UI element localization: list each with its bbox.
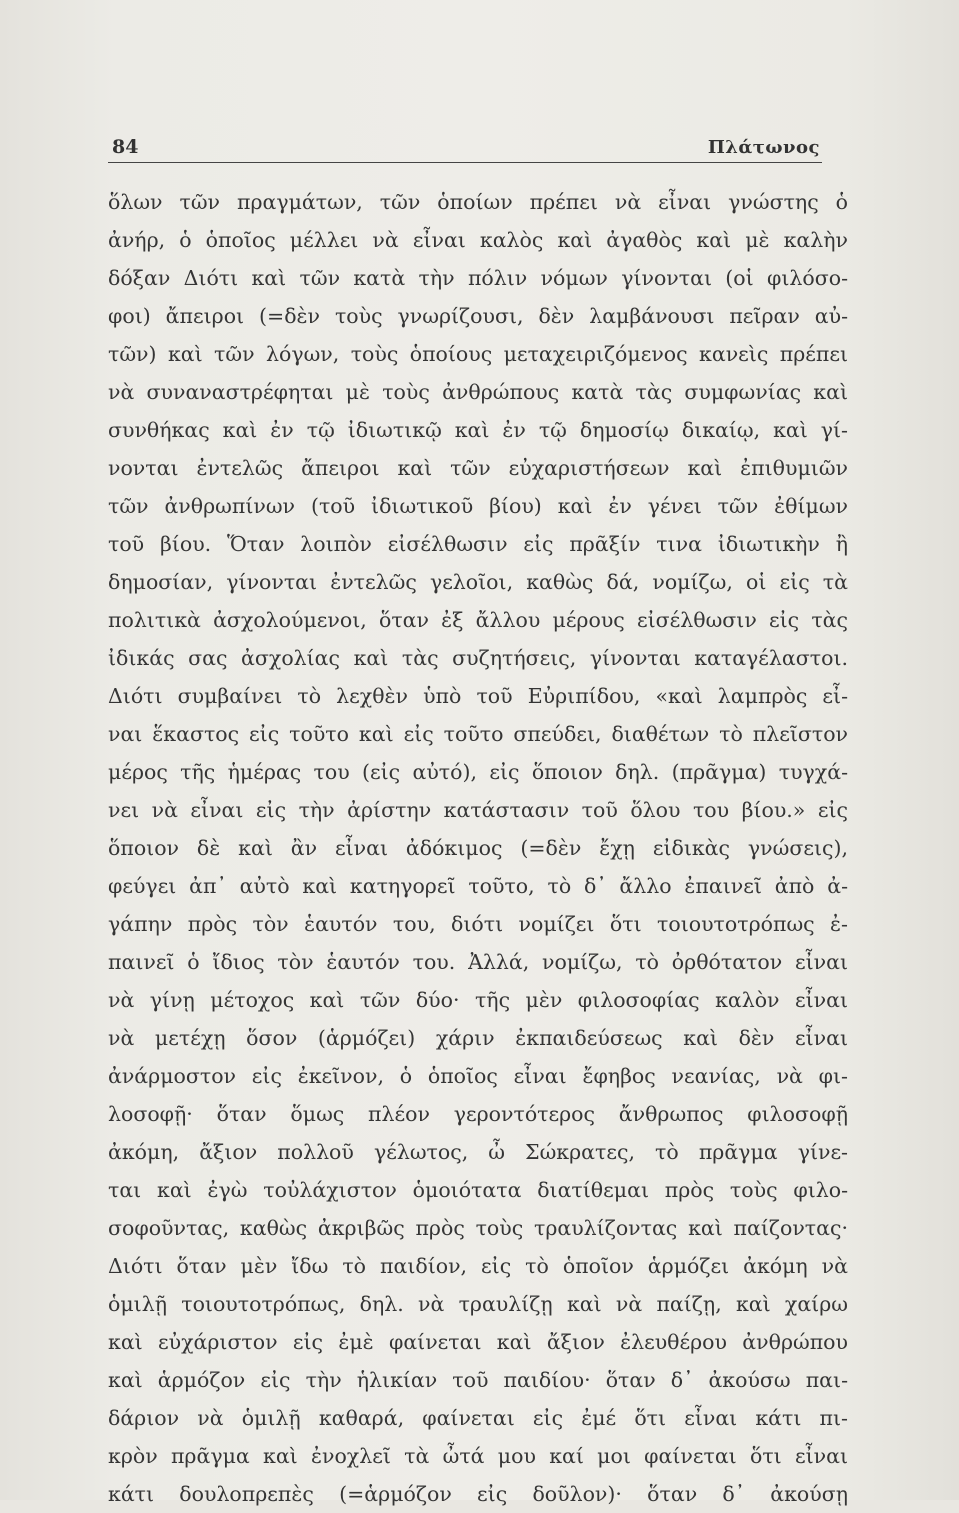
- text-line: ἀκόμη, ἄξιον πολλοῦ γέλωτος, ὦ Σώκρατες, τὸ πρᾶγμα γίνε-: [108, 1140, 848, 1164]
- text-line: ὅποιον δὲ καὶ ἂν εἶναι ἀδόκιμος (=δὲν ἔχῃ εἰδικὰς γνώσεις),: [108, 836, 848, 860]
- text-line: δάριον νὰ ὁμιλῇ καθαρά, φαίνεται εἰς ἐμέ ὅτι εἶναι κάτι πι-: [108, 1406, 848, 1430]
- text-line: ἀνήρ, ὁ ὁποῖος μέλλει νὰ εἶναι καλὸς καὶ ἀγαθὸς καὶ μὲ καλὴν: [108, 228, 848, 252]
- text-line: ἰδικάς σας ἀσχολίας καὶ τὰς συζητήσεις, γίνονται καταγέλαστοι.: [108, 646, 848, 670]
- text-line: δόξαν Διότι καὶ τῶν κατὰ τὴν πόλιν νόμων γίνονται (οἱ φιλόσο-: [108, 266, 848, 290]
- text-line: παινεῖ ὁ ἴδιος τὸν ἑαυτόν του. Ἀλλά, νομίζω, τὸ ὀρθότατον εἶναι: [108, 950, 848, 974]
- text-line: καὶ εὐχάριστον εἰς ἐμὲ φαίνεται καὶ ἄξιον ἐλευθέρου ἀνθρώπου: [108, 1330, 848, 1354]
- text-line: σοφοῦντας, καθὼς ἀκριβῶς πρὸς τοὺς τραυλίζοντας καὶ παίζοντας·: [108, 1216, 848, 1240]
- text-line: ται καὶ ἐγὼ τοὐλάχιστον ὁμοιότατα διατίθεμαι πρὸς τοὺς φιλο-: [108, 1178, 848, 1202]
- text-line: νονται ἐντελῶς ἄπειροι καὶ τῶν εὐχαριστήσεων καὶ ἐπιθυμιῶν: [108, 456, 848, 480]
- text-line: κάτι δουλοπρεπὲς (=ἁρμόζον εἰς δοῦλον)· ὅταν δ᾽ ἀκούσῃ: [108, 1482, 848, 1506]
- text-line: φεύγει ἀπ᾽ αὐτὸ καὶ κατηγορεῖ τοῦτο, τὸ δ᾽ ἄλλο ἐπαινεῖ ἀπὸ ἀ-: [108, 874, 848, 898]
- text-line: ἀνάρμοστον εἰς ἐκεῖνον, ὁ ὁποῖος εἶναι ἔφηβος νεανίας, νὰ φι-: [108, 1064, 848, 1088]
- text-line: τοῦ βίου. Ὅταν λοιπὸν εἰσέλθωσιν εἰς πρᾶξίν τινα ἰδιωτικὴν ἢ: [108, 532, 848, 556]
- page-header: [108, 122, 822, 163]
- text-line: γάπην πρὸς τὸν ἑαυτόν του, διότι νομίζει ὅτι τοιουτοτρόπως ἐ-: [108, 912, 848, 936]
- text-line: κρὸν πρᾶγμα καὶ ἐνοχλεῖ τὰ ὦτά μου καί μοι φαίνεται ὅτι εἶναι: [108, 1444, 848, 1468]
- body-text: [108, 183, 848, 1513]
- text-line: μέρος τῆς ἡμέρας του (εἰς αὐτό), εἰς ὅποιον δηλ. (πρᾶγμα) τυγχά-: [108, 760, 848, 784]
- text-line: ὅλων τῶν πραγμάτων, τῶν ὁποίων πρέπει νὰ εἶναι γνώστης ὁ: [108, 190, 848, 214]
- text-line: νὰ μετέχῃ ὅσον (ἁρμόζει) χάριν ἐκπαιδεύσεως καὶ δὲν εἶναι: [108, 1026, 848, 1050]
- text-line: Διότι συμβαίνει τὸ λεχθὲν ὑπὸ τοῦ Εὐριπίδου, «καὶ λαμπρὸς εἶ-: [108, 684, 848, 708]
- text-line: πολιτικὰ ἀσχολούμενοι, ὅταν ἐξ ἄλλου μέρους εἰσέλθωσιν εἰς τὰς: [108, 608, 848, 632]
- text-line: λοσοφῇ· ὅταν ὅμως πλέον γεροντότερος ἄνθρωπος φιλοσοφῇ: [108, 1102, 848, 1126]
- running-head: Πλάτωνος: [707, 137, 820, 158]
- text-line: ὁμιλῇ τοιουτοτρόπως, δηλ. νὰ τραυλίζῃ καὶ νὰ παίζῃ, καὶ χαίρω: [108, 1292, 848, 1316]
- text-line: ναι ἕκαστος εἰς τοῦτο καὶ εἰς τοῦτο σπεύδει, διαθέτων τὸ πλεῖστον: [108, 722, 848, 746]
- text-line: τῶν) καὶ τῶν λόγων, τοὺς ὁποίους μεταχειριζόμενος κανεὶς πρέπει: [108, 342, 848, 366]
- text-line: συνθήκας καὶ ἐν τῷ ἰδιωτικῷ καὶ ἐν τῷ δημοσίῳ δικαίῳ, καὶ γί-: [108, 418, 848, 442]
- text-line: φοι) ἄπειροι (=δὲν τοὺς γνωρίζουσι, δὲν λαμβάνουσι πεῖραν αὐ-: [108, 304, 848, 328]
- text-line: νὰ γίνῃ μέτοχος καὶ τῶν δύο· τῆς μὲν φιλοσοφίας καλὸν εἶναι: [108, 988, 848, 1012]
- text-line: τῶν ἀνθρωπίνων (τοῦ ἰδιωτικοῦ βίου) καὶ ἐν γένει τῶν ἐθίμων: [108, 494, 848, 518]
- text-line: δημοσίαν, γίνονται ἐντελῶς γελοῖοι, καθὼς δά, νομίζω, οἱ εἰς τὰ: [108, 570, 848, 594]
- text-line: Διότι ὅταν μὲν ἴδω τὸ παιδίον, εἰς τὸ ὁποῖον ἁρμόζει ἀκόμη νὰ: [108, 1254, 848, 1278]
- text-line: νει νὰ εἶναι εἰς τὴν ἀρίστην κατάστασιν τοῦ ὅλου του βίου.» εἰς: [108, 798, 848, 822]
- page-number: 84: [112, 136, 139, 158]
- text-line: καὶ ἁρμόζον εἰς τὴν ἡλικίαν τοῦ παιδίου· ὅταν δ᾽ ἀκούσω παι-: [108, 1368, 848, 1392]
- text-line: νὰ συναναστρέφηται μὲ τοὺς ἀνθρώπους κατὰ τὰς συμφωνίας καὶ: [108, 380, 848, 404]
